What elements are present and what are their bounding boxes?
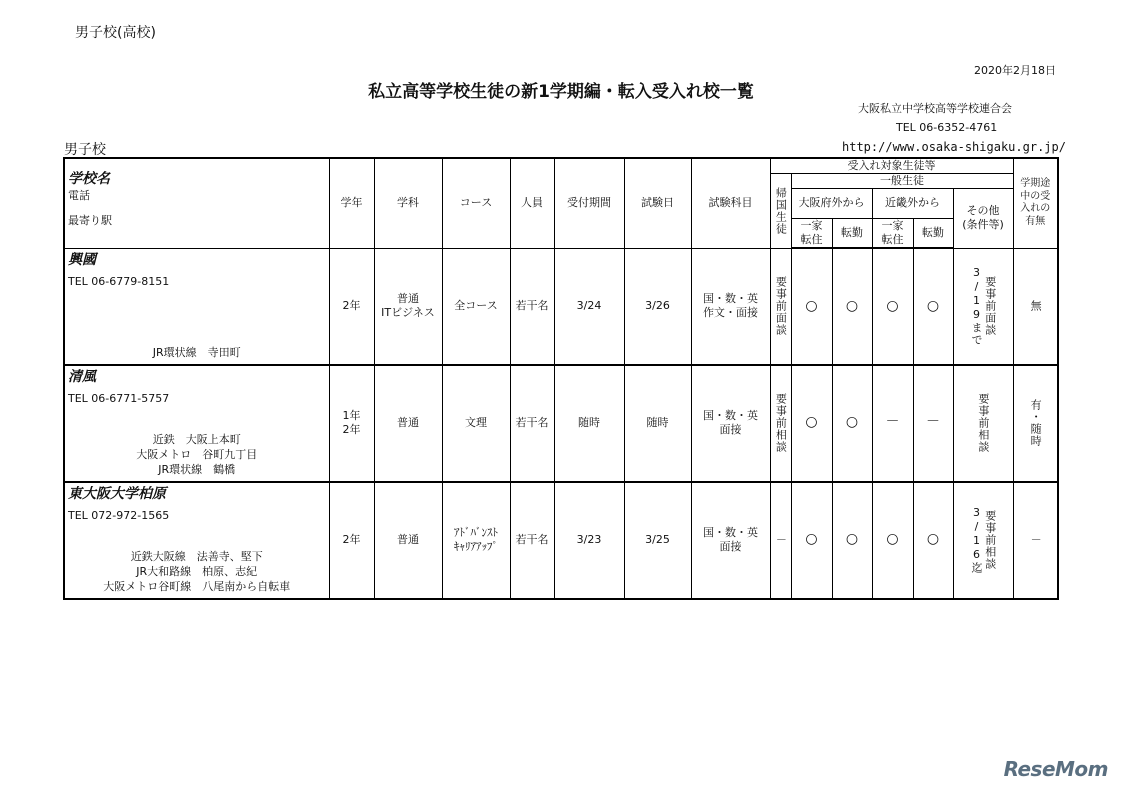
reception: 3/24 <box>554 248 624 365</box>
school-tel: TEL 06-6771-5757 <box>68 392 170 405</box>
school-tel: TEL 072-972-1565 <box>68 509 170 522</box>
organization: 大阪私立中学校高等学校連合会 <box>858 102 1012 115</box>
kinki-family: ○ <box>872 482 913 599</box>
header-school <box>64 158 329 248</box>
header-school-name: 学校名 <box>68 171 110 187</box>
grade: 1年 2年 <box>329 365 374 482</box>
kinki-transfer: ○ <box>913 248 953 365</box>
midterm-text: 無 <box>1029 300 1043 312</box>
header-osaka-transfer: 転勤 <box>832 218 872 248</box>
osaka-family: ○ <box>791 482 832 599</box>
header-grade: 学年 <box>329 158 374 248</box>
midterm-text: － <box>1029 534 1043 546</box>
school-stations: JR環状線 寺田町 <box>152 345 241 359</box>
header-subjects: 試験科目 <box>691 158 770 248</box>
other-conditions <box>953 248 1013 365</box>
subjects: 国・数・英 作文・面接 <box>691 248 770 365</box>
reception: 随時 <box>554 365 624 482</box>
school-tel: TEL 06-6779-8151 <box>68 275 170 288</box>
grade: 2年 <box>329 482 374 599</box>
kinki-transfer: ○ <box>913 482 953 599</box>
reception: 3/23 <box>554 482 624 599</box>
table-row <box>64 248 1058 365</box>
kinki-family: － <box>872 365 913 482</box>
header-outside-kinki: 近畿外から <box>872 188 953 218</box>
header-course: コース <box>442 158 510 248</box>
school-stations: 近鉄 大阪上本町 大阪メトロ 谷町九丁目 JR環状線 鶴橋 <box>136 432 258 476</box>
school-table <box>63 157 1059 600</box>
exam-date: 3/25 <box>624 482 691 599</box>
subjects: 国・数・英 面接 <box>691 365 770 482</box>
exam-date: 3/26 <box>624 248 691 365</box>
header-other: その他 (条件等) <box>953 188 1013 248</box>
date: 2020年2月18日 <box>974 64 1056 77</box>
school-cell <box>64 482 329 599</box>
other-conditions <box>953 482 1013 599</box>
midterm-text: 有・随時 <box>1029 399 1043 447</box>
school-stations: 近鉄大阪線 法善寺、堅下 JR大和路線 柏原、志紀 大阪メトロ谷町線 八尾南から自転車 <box>103 549 291 593</box>
other-b: 3/16迄 <box>970 506 983 574</box>
other-a: 要事前面談 <box>983 276 997 336</box>
school-name[interactable]: 東大阪大学柏原 <box>68 485 166 502</box>
table-row <box>64 482 1058 599</box>
returnee <box>770 248 791 365</box>
capacity: 若干名 <box>510 482 554 599</box>
header-midterm: 学期途 中の受 入れの 有無 <box>1013 158 1058 248</box>
capacity: 若干名 <box>510 365 554 482</box>
header-osaka-family: 一家 転住 <box>791 218 832 248</box>
osaka-transfer: ○ <box>832 365 872 482</box>
course: ｱﾄﾞﾊﾞﾝｽﾄ ｷｬﾘｱｱｯﾌﾟ <box>442 482 510 599</box>
other-a: 要事前相談 <box>983 510 997 570</box>
returnee-text: 要事前面談 <box>774 276 788 336</box>
osaka-transfer: ○ <box>832 482 872 599</box>
section-title: 男子校 <box>64 142 106 158</box>
kinki-family: ○ <box>872 248 913 365</box>
header-reception: 受付期間 <box>554 158 624 248</box>
midterm <box>1013 365 1058 482</box>
header-phone: 電話 <box>68 188 90 202</box>
course: 文理 <box>442 365 510 482</box>
other-a: 要事前相談 <box>976 393 990 453</box>
osaka-family: ○ <box>791 248 832 365</box>
header-capacity: 人員 <box>510 158 554 248</box>
table-row <box>64 365 1058 482</box>
header-returnee <box>770 173 791 248</box>
osaka-family: ○ <box>791 365 832 482</box>
osaka-transfer: ○ <box>832 248 872 365</box>
header-kinki-transfer: 転勤 <box>913 218 953 248</box>
returnee-text: － <box>774 534 788 546</box>
midterm <box>1013 248 1058 365</box>
other-conditions <box>953 365 1013 482</box>
returnee <box>770 482 791 599</box>
header-exam-date: 試験日 <box>624 158 691 248</box>
header-returnee-text: 帰国生徒 <box>774 186 788 235</box>
org-tel: TEL 06-6352-4761 <box>896 121 998 134</box>
exam-date: 随時 <box>624 365 691 482</box>
header-target: 受入れ対象生徒等 <box>770 158 1013 173</box>
header-general: 一般生徒 <box>791 173 1013 188</box>
dept: 普通 <box>374 365 442 482</box>
returnee-text: 要事前相談 <box>774 393 788 453</box>
header-dept: 学科 <box>374 158 442 248</box>
page-title: 私立高等学校生徒の新1学期編・転入受入れ校一覧 <box>368 82 754 102</box>
school-name[interactable]: 清風 <box>68 368 96 385</box>
subjects: 国・数・英 面接 <box>691 482 770 599</box>
watermark-logo: ReseMom <box>1003 757 1108 781</box>
header-kinki-family: 一家 転住 <box>872 218 913 248</box>
dept: 普通 <box>374 482 442 599</box>
school-name[interactable]: 興國 <box>68 251 96 268</box>
course: 全コース <box>442 248 510 365</box>
org-url[interactable]: http://www.osaka-shigaku.gr.jp/ <box>842 140 1066 154</box>
kinki-transfer: － <box>913 365 953 482</box>
capacity: 若干名 <box>510 248 554 365</box>
school-cell <box>64 365 329 482</box>
grade: 2年 <box>329 248 374 365</box>
midterm <box>1013 482 1058 599</box>
corner-label: 男子校(高校) <box>75 25 156 41</box>
header-outside-osaka: 大阪府外から <box>791 188 872 218</box>
other-b: 3/19まで <box>970 266 983 346</box>
returnee <box>770 365 791 482</box>
header-station: 最寄り駅 <box>68 214 112 228</box>
school-cell <box>64 248 329 365</box>
dept: 普通 ITビジネス <box>374 248 442 365</box>
